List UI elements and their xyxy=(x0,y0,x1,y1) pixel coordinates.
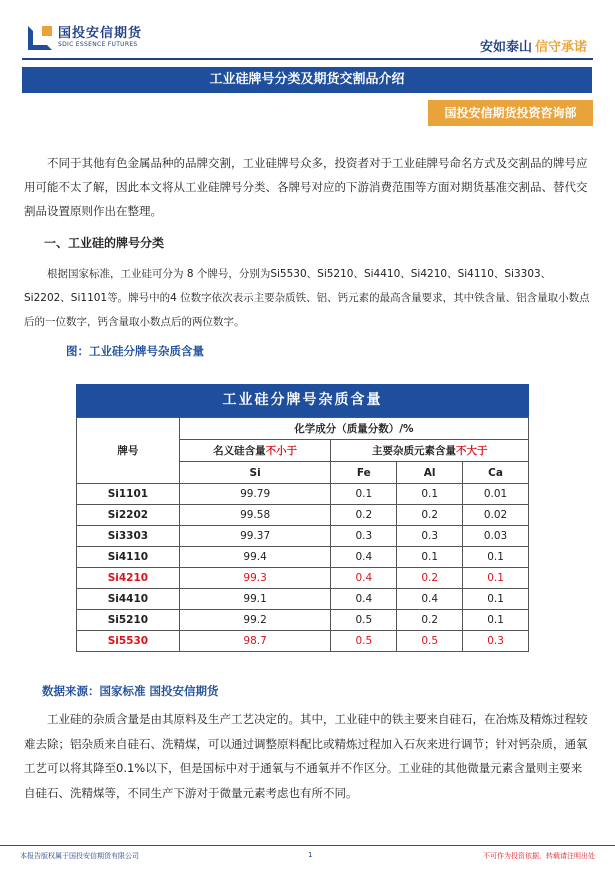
slogan-accent: 信守承诺 xyxy=(534,40,587,55)
footer-divider xyxy=(0,845,615,846)
table-title: 工业硅分牌号杂质含量 xyxy=(76,384,529,417)
cell-fe: 0.3 xyxy=(331,526,397,547)
cell-al: 0.2 xyxy=(397,568,463,589)
footer-disclaimer: 不可作为投资依据，转载请注明出处 xyxy=(483,852,595,860)
slogan-main: 安如泰山 xyxy=(479,40,532,55)
cell-al: 0.1 xyxy=(397,484,463,505)
footer-copyright: 本报告版权属于国投安信期货有限公司 xyxy=(20,852,139,860)
cell-al: 0.1 xyxy=(397,547,463,568)
header-col-si: Si xyxy=(179,462,331,484)
cell-si: 98.7 xyxy=(179,631,331,652)
logo-mark-icon xyxy=(28,26,52,50)
header-brand: 牌号 xyxy=(77,418,180,484)
cell-fe: 0.5 xyxy=(331,631,397,652)
header-si: 名义硅含量不小于 xyxy=(179,440,331,462)
intro-paragraph: 不同于其他有色金属品种的品牌交割，工业硅牌号众多，投资者对于工业硅牌号命名方式及交割品的牌号应用可能不太了解，因此本文将从工业硅牌号分类、各牌号对应的下游消费范围等方面对期货基准交割品、替代交割品设置原则作出在整理。 xyxy=(24,156,588,218)
cell-brand: Si4410 xyxy=(77,589,180,610)
table-row xyxy=(77,505,529,526)
cell-fe: 0.2 xyxy=(331,505,397,526)
cell-brand: Si4210 xyxy=(77,568,180,589)
grade-paragraph: 根据国家标准，工业硅可分为 8 个牌号，分别为Si5530、Si5210、Si4410、Si4210、Si4110、Si3303、Si2202、Si1101等。牌号中的4 位数字依次表示主要杂质铁、铝、钙元素的最高含量要求，其中铁含量、铝含量取小数点后的一位数字，钙含量取小数点后的两位数字。 xyxy=(24,268,590,328)
cell-si: 99.2 xyxy=(179,610,331,631)
cell-al: 0.5 xyxy=(397,631,463,652)
report-title: 工业硅牌号分类及期货交割品介绍 xyxy=(22,67,592,93)
table-row xyxy=(77,610,529,631)
cell-ca: 0.02 xyxy=(463,505,529,526)
cell-si: 99.79 xyxy=(179,484,331,505)
department-label: 国投安信期货投资咨询部 xyxy=(428,100,593,126)
cell-brand: Si4110 xyxy=(77,547,180,568)
cell-si: 99.3 xyxy=(179,568,331,589)
header-col-al: Al xyxy=(397,462,463,484)
table-row xyxy=(77,526,529,547)
header-col-ca: Ca xyxy=(463,462,529,484)
header-col-fe: Fe xyxy=(331,462,397,484)
cell-fe: 0.5 xyxy=(331,610,397,631)
figure-title: 图：工业硅分牌号杂质含量 xyxy=(66,344,204,358)
table-row xyxy=(77,547,529,568)
cell-fe: 0.4 xyxy=(331,589,397,610)
header-impurities: 主要杂质元素含量不大于 xyxy=(331,440,529,462)
cell-al: 0.4 xyxy=(397,589,463,610)
data-source: 数据来源：国家标准 国投安信期货 xyxy=(42,684,219,698)
cell-al: 0.2 xyxy=(397,505,463,526)
table-row xyxy=(77,568,529,589)
cell-ca: 0.3 xyxy=(463,631,529,652)
cell-fe: 0.1 xyxy=(331,484,397,505)
cell-brand: Si5530 xyxy=(77,631,180,652)
cell-ca: 0.01 xyxy=(463,484,529,505)
cell-si: 99.4 xyxy=(179,547,331,568)
section-heading-1: 一、工业硅的牌号分类 xyxy=(44,236,165,250)
cell-si: 99.37 xyxy=(179,526,331,547)
page-number: 1 xyxy=(308,851,313,859)
cell-fe: 0.4 xyxy=(331,568,397,589)
cell-brand: Si1101 xyxy=(77,484,180,505)
cell-ca: 0.03 xyxy=(463,526,529,547)
table-row xyxy=(77,484,529,505)
slogan xyxy=(480,36,587,55)
cell-al: 0.2 xyxy=(397,610,463,631)
logo-name-en: SDIC ESSENCE FUTURES xyxy=(58,41,138,48)
cell-brand: Si3303 xyxy=(77,526,180,547)
cell-ca: 0.1 xyxy=(463,568,529,589)
cell-fe: 0.4 xyxy=(331,547,397,568)
header-chem: 化学成分（质量分数）/% xyxy=(179,418,528,440)
cell-ca: 0.1 xyxy=(463,610,529,631)
table-row xyxy=(77,631,529,652)
table-row xyxy=(77,589,529,610)
impurity-paragraph: 工业硅的杂质含量是由其原料及生产工艺决定的。其中，工业硅中的铁主要来自硅石，在冶炼及精炼过程较难去除；铝杂质来自硅石、洗精煤，可以通过调整原料配比或精炼过程加入石灰来进行调节；针对钙杂质，通氧工艺可以将其降至0.1%以下，但是国标中对于通氧与不通氧并不作区分。工业硅的其他微量元素含量则主要来自硅石、洗精煤等，不同生产下游对于微量元素考虑也有所不同。 xyxy=(24,712,588,800)
cell-brand: Si2202 xyxy=(77,505,180,526)
cell-al: 0.3 xyxy=(397,526,463,547)
cell-ca: 0.1 xyxy=(463,589,529,610)
cell-brand: Si5210 xyxy=(77,610,180,631)
cell-si: 99.58 xyxy=(179,505,331,526)
company-logo xyxy=(28,26,142,50)
header-divider xyxy=(22,58,593,60)
impurity-table xyxy=(76,384,529,652)
cell-ca: 0.1 xyxy=(463,547,529,568)
logo-name-cn: 国投安信期货 xyxy=(58,26,143,41)
cell-si: 99.1 xyxy=(179,589,331,610)
